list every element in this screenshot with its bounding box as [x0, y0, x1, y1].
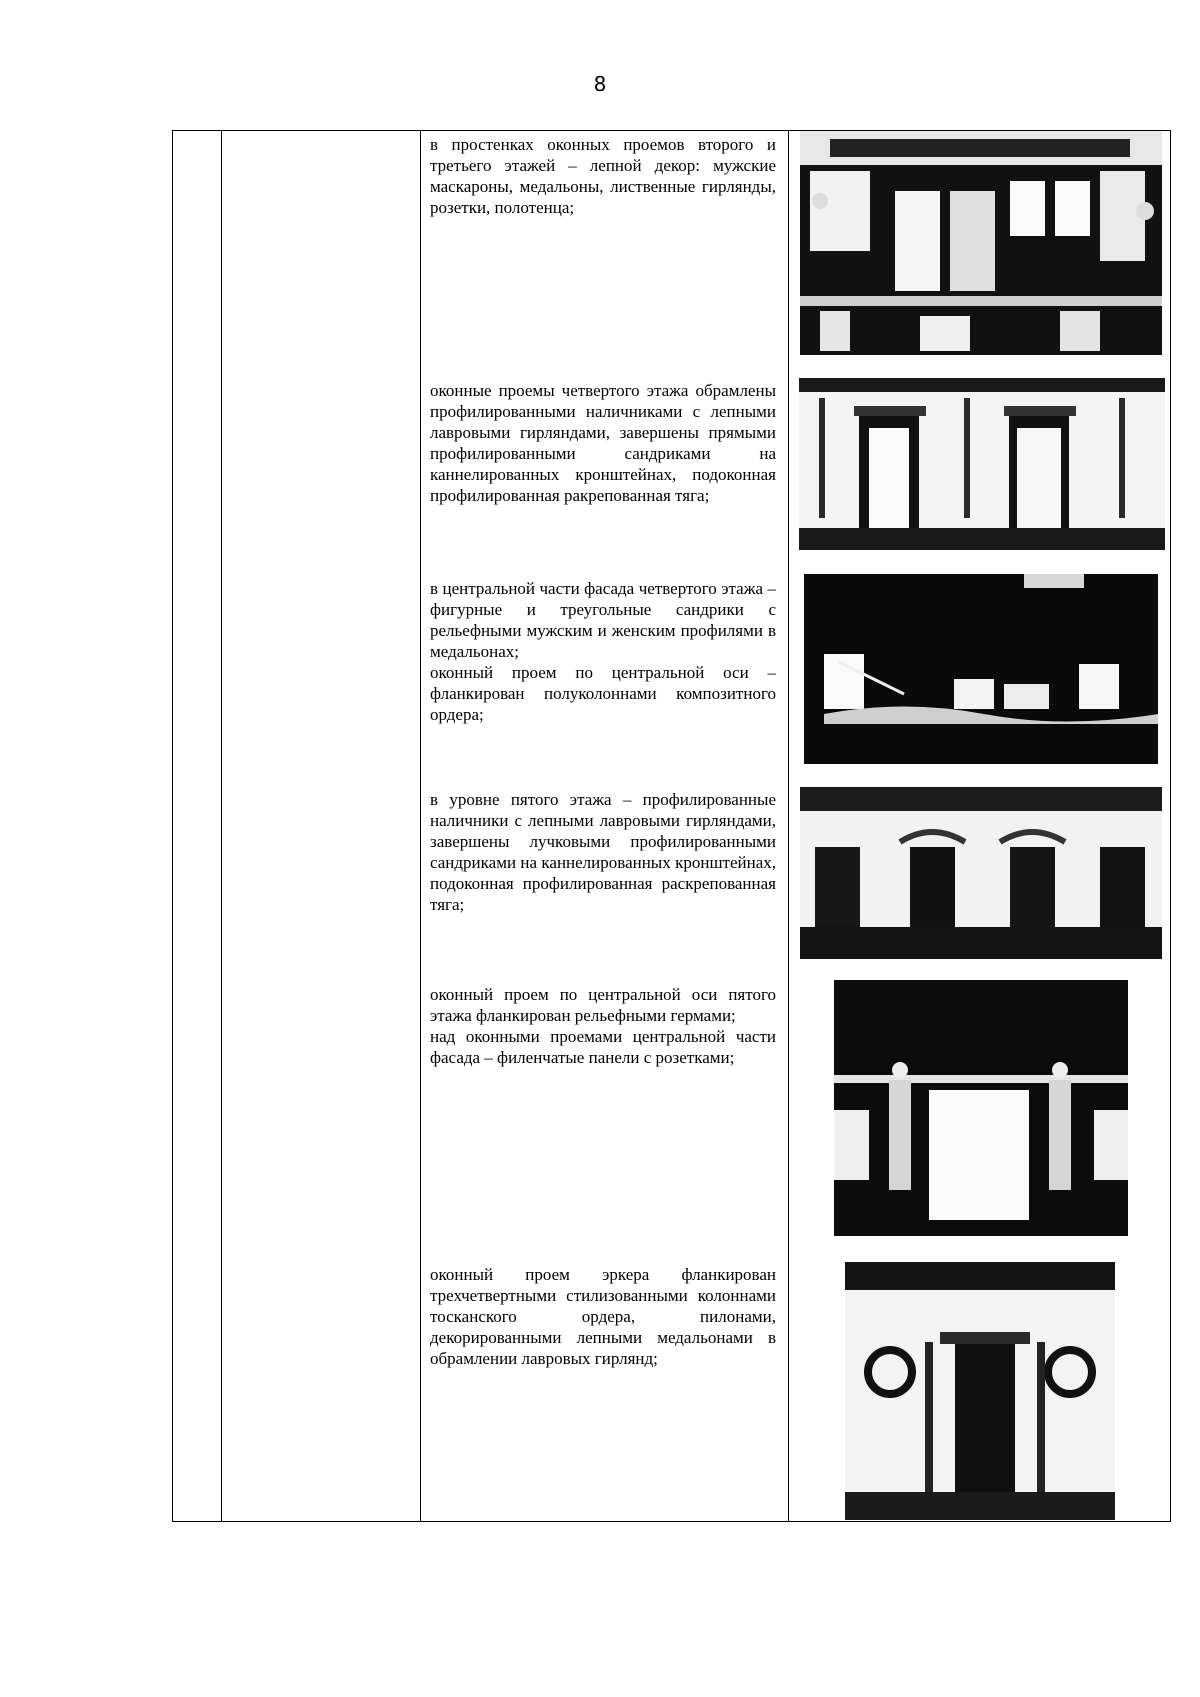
description-paragraph: в центральной части фасада четвертого этажа – фигурные и треугольные сандрики с рельефными мужским и женским профилями в медальонах; — [430, 579, 776, 661]
facade-photo-4-floor-windows — [799, 378, 1165, 550]
description-paragraph: оконный проем эркера фланкирован трехчетвертными стилизованными колоннами тосканского ордера, пилонами, декорированными лепными медальонами в обрамлении лавровых гирлянд; — [430, 1265, 776, 1368]
facade-photo-bay-window — [845, 1262, 1115, 1520]
description-paragraph: оконный проем по центральной оси – фланкирован полуколоннами композитного ордера; — [430, 663, 776, 724]
description-entry-1 — [430, 134, 776, 218]
description-entry-5 — [430, 984, 776, 1068]
table-column-divider-3 — [788, 130, 789, 1522]
table-column-divider-2 — [420, 130, 421, 1522]
facade-photo-2-3-floor-decor — [800, 131, 1162, 355]
description-paragraph: в уровне пятого этажа – профилированные наличники с лепными лавровыми гирляндами, завершены лучковыми профилированными сандриками на каннелированных кронштейнах, подоконная профилированная раскрепованная тяга; — [430, 790, 776, 914]
description-paragraph: над оконными проемами центральной части фасада – филенчатые панели с розетками; — [430, 1027, 776, 1067]
description-paragraph: оконный проем по центральной оси пятого этажа фланкирован рельефными гермами; — [430, 985, 776, 1025]
description-entry-6 — [430, 1264, 776, 1369]
description-entry-2 — [430, 380, 776, 506]
table-column-divider-1 — [221, 130, 222, 1522]
description-paragraph: в простенках оконных проемов второго и третьего этажей – лепной декор: мужские маскароны, медальоны, лиственные гирлянды, розетки, полотенца; — [430, 135, 776, 217]
facade-photo-5-floor-herms — [834, 980, 1128, 1236]
facade-photo-4-floor-center — [804, 574, 1158, 764]
description-entry-4 — [430, 789, 776, 915]
facade-photo-5-floor-windows — [800, 787, 1162, 959]
page-number: 8 — [593, 72, 607, 96]
description-entry-3 — [430, 578, 776, 725]
description-paragraph: оконные проемы четвертого этажа обрамлены профилированными наличниками с лепными лавровыми гирляндами, завершены прямыми профилированными сандриками на каннелированных кронштейнах, подоконная профилированная ракрепованная тяга; — [430, 381, 776, 505]
